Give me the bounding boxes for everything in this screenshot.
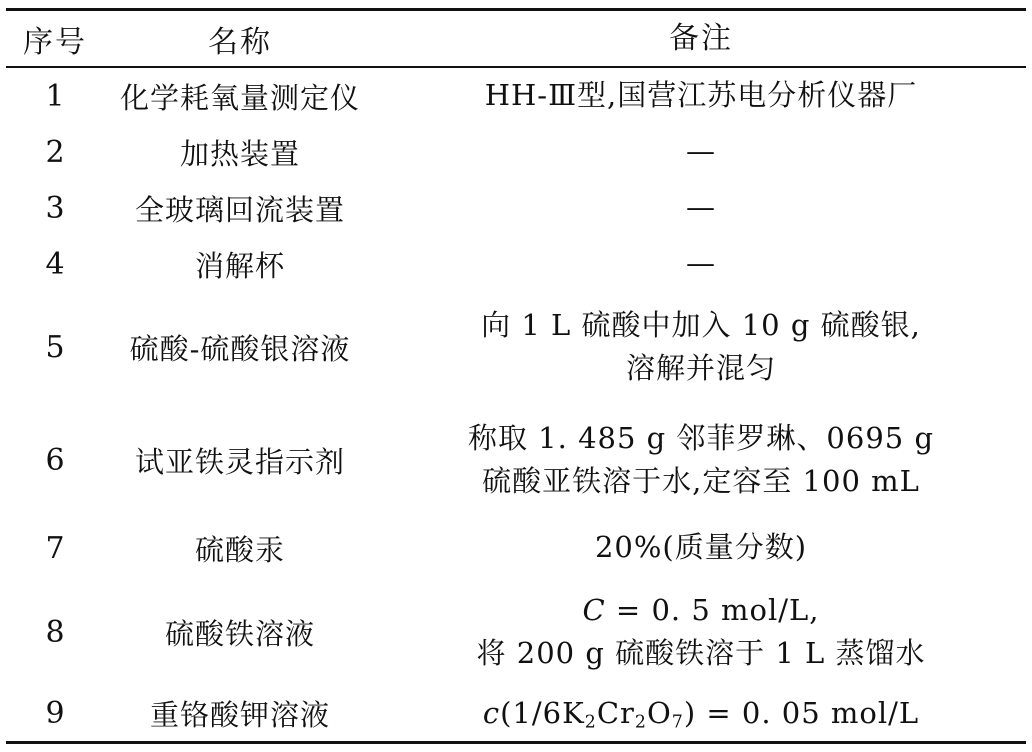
row-name: 硫酸-硫酸银溶液 [129, 331, 351, 366]
note-line: — [686, 246, 716, 281]
row-name: 重铬酸钾溶液 [149, 698, 330, 732]
row-name: 加热装置 [179, 136, 300, 171]
row-note [376, 402, 1026, 518]
row-name: 试亚铁灵指示剂 [134, 444, 345, 479]
note-line [583, 589, 820, 633]
row-name: 消解杯 [194, 248, 285, 283]
row-name: 硫酸汞 [194, 532, 285, 567]
row-note [376, 292, 1026, 402]
row-no: 8 [45, 614, 65, 650]
row-note [376, 124, 1026, 180]
table-row [6, 68, 1026, 124]
formula-open: (1/6K [500, 695, 585, 730]
header-row [6, 11, 1026, 66]
table-row [6, 236, 1026, 292]
note-line: HH-Ⅲ型,国营江苏电分析仪器厂 [484, 78, 918, 113]
formula-line [483, 692, 919, 736]
row-no: 3 [45, 190, 65, 226]
formula-close: ) = 0. 05 mol/L [683, 695, 920, 730]
row-no: 7 [45, 530, 65, 566]
note-line: 向 1 L 硫酸中加入 10 g 硫酸银, [481, 307, 921, 342]
table-row [6, 518, 1026, 578]
header-no: 序号 [23, 24, 87, 60]
row-name: 硫酸铁溶液 [164, 616, 315, 651]
table-row [6, 180, 1026, 236]
note-line: 溶解并混匀 [625, 351, 776, 385]
table-row [6, 686, 1026, 741]
row-name: 全玻璃回流装置 [134, 192, 345, 227]
table-row [6, 292, 1026, 402]
note-line: 20%(质量分数) [594, 530, 808, 565]
header-name: 名称 [208, 24, 272, 60]
row-no: 6 [45, 442, 65, 478]
bottom-rule [6, 741, 1026, 744]
row-no: 1 [45, 78, 65, 114]
formula-k-sub: 2 [584, 712, 597, 733]
row-note [376, 518, 1026, 578]
note-line: 称取 1. 485 g 邻菲罗琳、0695 g [467, 420, 935, 455]
row-no: 5 [45, 329, 65, 365]
formula-cr: Cr [596, 695, 635, 730]
row-note [376, 180, 1026, 236]
note-line: 硫酸亚铁溶于水,定容至 100 mL [482, 464, 920, 498]
note-line: — [686, 190, 716, 225]
note-line: — [686, 134, 716, 169]
row-name: 化学耗氧量测定仪 [119, 80, 360, 115]
conc-rest: = 0. 5 mol/L, [605, 592, 820, 627]
formula-cr-sub: 2 [634, 712, 647, 733]
row-no: 4 [45, 246, 65, 282]
row-no: 9 [45, 696, 65, 731]
row-note [376, 686, 1026, 741]
row-note [376, 236, 1026, 292]
formula-o-sub: 7 [671, 712, 684, 733]
conc-variable: C [582, 592, 606, 627]
formula-c: c [482, 695, 501, 730]
formula-o: O [646, 695, 672, 730]
header-note: 备注 [669, 21, 733, 56]
row-no: 2 [45, 134, 65, 170]
row-note [376, 68, 1026, 124]
table-row [6, 578, 1026, 686]
note-line: 将 200 g 硫酸铁溶于 1 L 蒸馏水 [476, 636, 926, 670]
table-row [6, 124, 1026, 180]
row-note [376, 578, 1026, 686]
table-row [6, 402, 1026, 518]
